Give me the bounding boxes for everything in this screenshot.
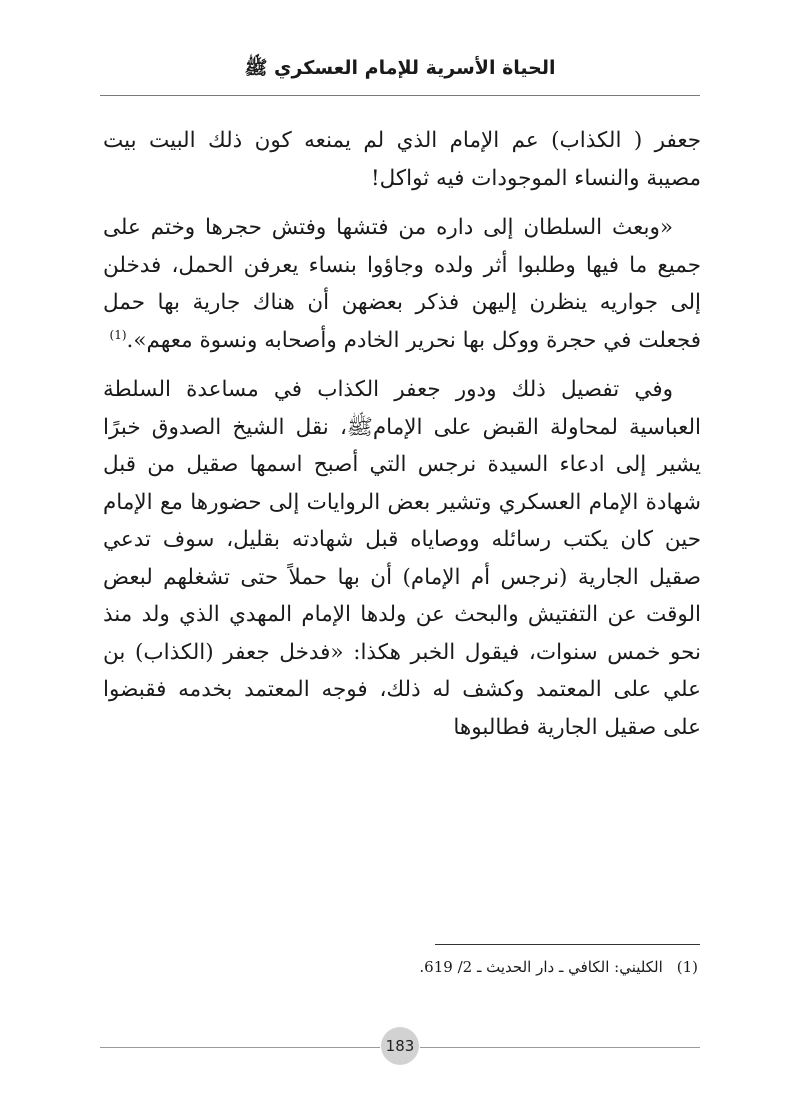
paragraph-3: وفي تفصيل ذلك ودور جعفر الكذاب في مساعدة السلطة العباسية لمحاولة القبض على الإمامﷺ، نقل الشيخ الصدوق خبرًا يشير إلى ادعاء السيدة نرجس التي أصبح اسمها صقيل من قبل شهادة الإمام العسكري وتشير بعض الروايات إلى حضورها مع الإمام حين كان يكتب رسائله ووصاياه قبل شهادته بقليل، سوف تدعي صقيل الجارية (نرجس أم الإمام) أن بها حملاً حتى تشغلهم لبعض الوقت عن التفتيش والبحث عن ولدها الإمام المهدي الذي ولد منذ نحو خمس سنوات، فيقول الخبر هكذا: «فدخل جعفر (الكذاب) بن علي على المعتمد وكشف له ذلك، فوجه المعتمد بخدمه فقبضوا على صقيل الجارية فطالبوها [103,377,701,740]
page-number: 183 [381,1027,419,1065]
running-header: الحياة الأسرية للإمام العسكري ﷺ [244,57,556,79]
header-rule [100,95,700,96]
paragraph-2-text: «وبعث السلطان إلى داره من فتشها وفتش حجرها وختم على جميع ما فيها وطلبوا أثر ولده وجاؤوا بنساء يعرفن الحمل، فدخلن إلى جواريه ينظرن إليهن فذكر بعضهن أن هناك جارية بها حمل فجعلت في حجرة ووكل بها نحرير الخادم وأصحابه ونسوة معهم». [103,215,701,353]
footnote-number: (1) [676,958,698,976]
footnote-reference[interactable]: (1) [109,327,127,342]
paragraph-1: جعفر ( الكذاب) عم الإمام الذي لم يمنعه كون ذلك البيت بيت مصيبة والنساء الموجودات فيه ثواكل! [103,128,701,191]
footnote [100,956,698,978]
footnote-rule [435,944,700,945]
footer-rule-left [100,1047,380,1048]
main-text [103,122,701,758]
footer-rule-right [420,1047,700,1048]
paragraph-2 [103,209,701,359]
footnote-text: الكليني: الكافي ـ دار الحديث ـ 2/ 619. [419,958,663,976]
